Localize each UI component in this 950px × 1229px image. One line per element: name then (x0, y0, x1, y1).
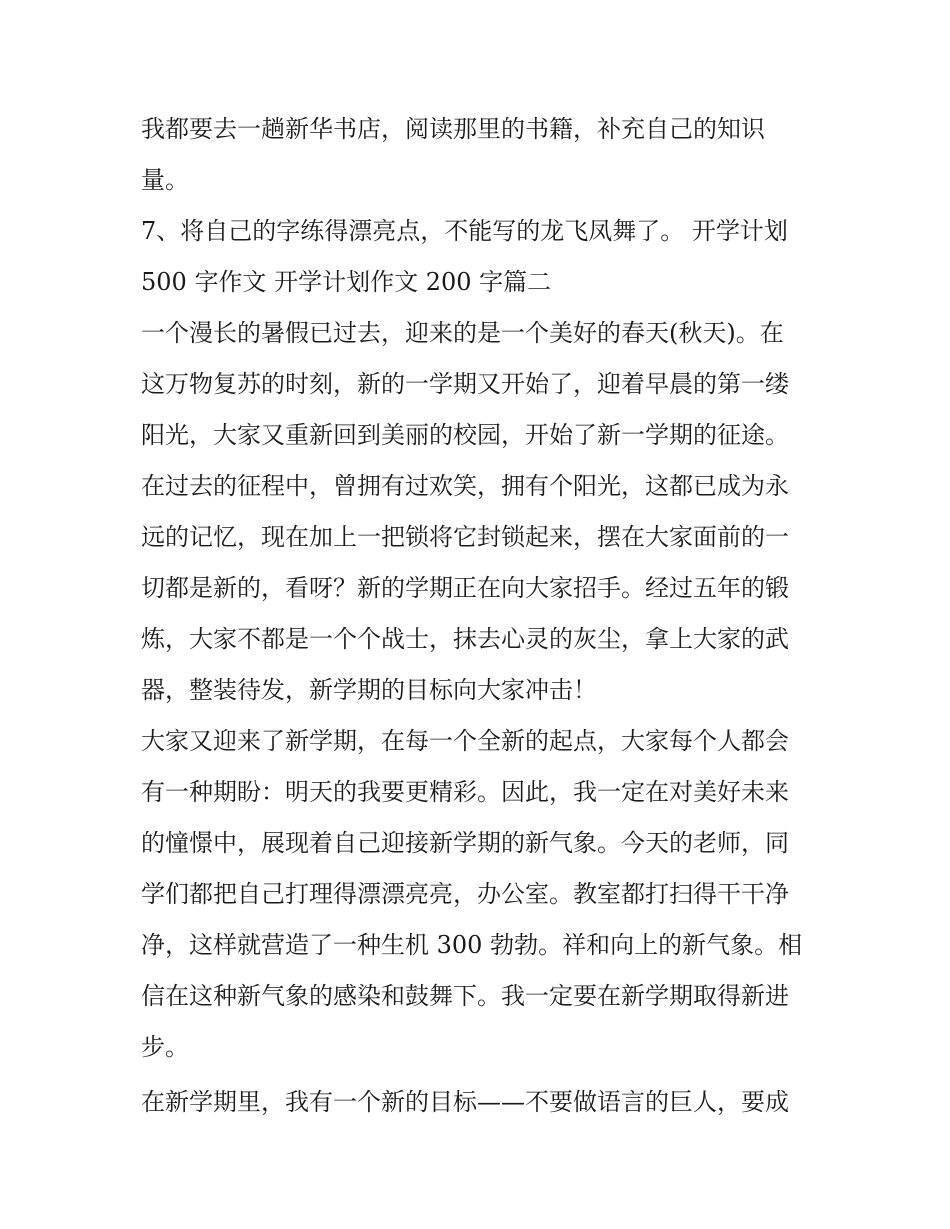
text-line: 量。 (141, 166, 189, 194)
text-line: 的憧憬中，展现着自己迎接新学期的新气象。今天的老师，同 (141, 829, 789, 857)
text-line: 切都是新的，看呀？新的学期正在向大家招手。经过五年的锻 (141, 574, 789, 602)
text-line: 阳光，大家又重新回到美丽的校园，开始了新一学期的征途。 (141, 421, 789, 449)
text-line: 净，这样就营造了一种生机 300 勃勃。祥和向上的新气象。相 (141, 931, 803, 959)
text-line: 炼，大家不都是一个个战士，抹去心灵的灰尘，拿上大家的武 (141, 625, 789, 653)
text-line: 步。 (141, 1033, 189, 1061)
text-line: 在新学期里，我有一个新的目标——不要做语言的巨人，要成 (141, 1088, 789, 1116)
text-line: 我都要去一趟新华书店，阅读那里的书籍，补充自己的知识 (141, 115, 765, 143)
document-body (141, 104, 821, 1128)
text-line: 信在这种新气象的感染和鼓舞下。我一定要在新学期取得新进 (141, 982, 789, 1010)
text-line: 学们都把自己打理得漂漂亮亮，办公室。教室都打扫得干干净 (141, 880, 789, 908)
text-line: 一个漫长的暑假已过去，迎来的是一个美好的春天(秋天)。在 (141, 319, 784, 347)
text-line: 器，整装待发，新学期的目标向大家冲击！ (141, 676, 597, 704)
text-line: 大家又迎来了新学期，在每一个全新的起点，大家每个人都会 (141, 727, 789, 755)
text-line: 有一种期盼：明天的我要更精彩。因此，我一定在对美好未来 (141, 778, 789, 806)
text-line: 远的记忆，现在加上一把锁将它封锁起来，摆在大家面前的一 (141, 523, 789, 551)
text-line: 这万物复苏的时刻，新的一学期又开始了，迎着早晨的第一缕 (141, 370, 789, 398)
text-line: 500 字作文 开学计划作文 200 字篇二 (141, 268, 552, 296)
text-line: 在过去的征程中，曾拥有过欢笑，拥有个阳光，这都已成为永 (141, 472, 789, 500)
text-line: 7、将自己的字练得漂亮点，不能写的龙飞凤舞了。 开学计划 (141, 217, 788, 245)
